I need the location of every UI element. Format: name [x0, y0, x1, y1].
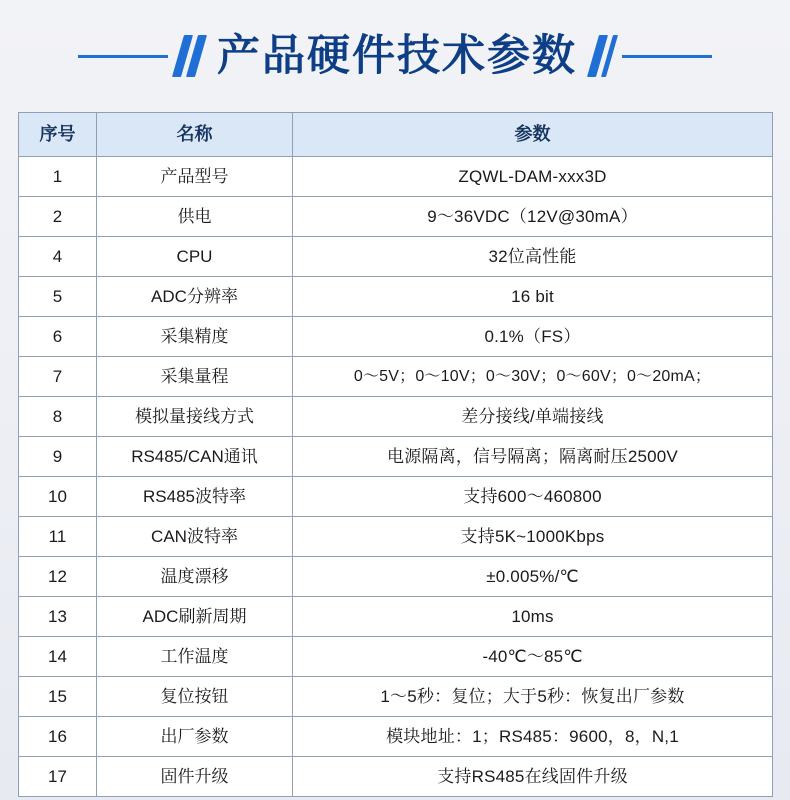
cell-name: 工作温度	[97, 637, 293, 677]
cell-value: 差分接线/单端接线	[293, 397, 773, 437]
cell-no: 13	[19, 597, 97, 637]
cell-value: ±0.005%/℃	[293, 557, 773, 597]
cell-no: 4	[19, 237, 97, 277]
column-header-value: 参数	[293, 113, 773, 157]
cell-name: 温度漂移	[97, 557, 293, 597]
title-left-slashes-icon	[178, 35, 201, 77]
cell-name: 复位按钮	[97, 677, 293, 717]
cell-name: 产品型号	[97, 157, 293, 197]
table-row	[19, 557, 773, 597]
cell-no: 14	[19, 637, 97, 677]
column-header-name: 名称	[97, 113, 293, 157]
table-row	[19, 477, 773, 517]
table-row	[19, 397, 773, 437]
cell-no: 1	[19, 157, 97, 197]
cell-name: ADC刷新周期	[97, 597, 293, 637]
title-right-rule	[622, 55, 712, 58]
cell-value: 0～5V；0～10V；0～30V；0～60V；0～20mA；	[293, 357, 773, 397]
cell-value: ZQWL-DAM-xxx3D	[293, 157, 773, 197]
cell-no: 12	[19, 557, 97, 597]
cell-name: 供电	[97, 197, 293, 237]
cell-no: 8	[19, 397, 97, 437]
cell-no: 11	[19, 517, 97, 557]
table-row	[19, 437, 773, 477]
table-header-row	[19, 113, 773, 157]
cell-name: RS485波特率	[97, 477, 293, 517]
cell-no: 17	[19, 757, 97, 797]
cell-no: 2	[19, 197, 97, 237]
cell-name: 固件升级	[97, 757, 293, 797]
cell-no: 16	[19, 717, 97, 757]
cell-name: ADC分辨率	[97, 277, 293, 317]
cell-value: 1～5秒：复位；大于5秒：恢复出厂参数	[293, 677, 773, 717]
table-row	[19, 197, 773, 237]
table-row	[19, 317, 773, 357]
page-title: 产品硬件技术参数	[217, 31, 577, 80]
table-row	[19, 677, 773, 717]
cell-name: RS485/CAN通讯	[97, 437, 293, 477]
table-row	[19, 357, 773, 397]
page-title-block	[0, 0, 790, 112]
cell-name: CPU	[97, 237, 293, 277]
cell-no: 10	[19, 477, 97, 517]
table-row	[19, 157, 773, 197]
cell-value: 支持5K~1000Kbps	[293, 517, 773, 557]
cell-no: 7	[19, 357, 97, 397]
cell-value: 支持600～460800	[293, 477, 773, 517]
table-row	[19, 597, 773, 637]
cell-name: 采集精度	[97, 317, 293, 357]
cell-no: 15	[19, 677, 97, 717]
table-body	[19, 157, 773, 797]
cell-name: 模拟量接线方式	[97, 397, 293, 437]
cell-value: -40℃～85℃	[293, 637, 773, 677]
cell-name: CAN波特率	[97, 517, 293, 557]
cell-value: 10ms	[293, 597, 773, 637]
cell-name: 采集量程	[97, 357, 293, 397]
table-row	[19, 237, 773, 277]
cell-no: 9	[19, 437, 97, 477]
title-left-rule	[78, 55, 168, 58]
spec-table	[18, 112, 773, 797]
spec-table-wrapper	[18, 112, 772, 797]
cell-value: 电源隔离，信号隔离；隔离耐压2500V	[293, 437, 773, 477]
table-row	[19, 637, 773, 677]
table-row	[19, 277, 773, 317]
table-row	[19, 717, 773, 757]
cell-value: 支持RS485在线固件升级	[293, 757, 773, 797]
cell-value: 9～36VDC（12V@30mA）	[293, 197, 773, 237]
cell-value: 模块地址：1；RS485：9600，8，N,1	[293, 717, 773, 757]
table-head	[19, 113, 773, 157]
cell-name: 出厂参数	[97, 717, 293, 757]
title-right-slashes-icon	[593, 35, 612, 77]
column-header-no: 序号	[19, 113, 97, 157]
cell-value: 32位高性能	[293, 237, 773, 277]
cell-value: 0.1%（FS）	[293, 317, 773, 357]
cell-value: 16 bit	[293, 277, 773, 317]
cell-no: 5	[19, 277, 97, 317]
table-row	[19, 757, 773, 797]
cell-no: 6	[19, 317, 97, 357]
table-row	[19, 517, 773, 557]
